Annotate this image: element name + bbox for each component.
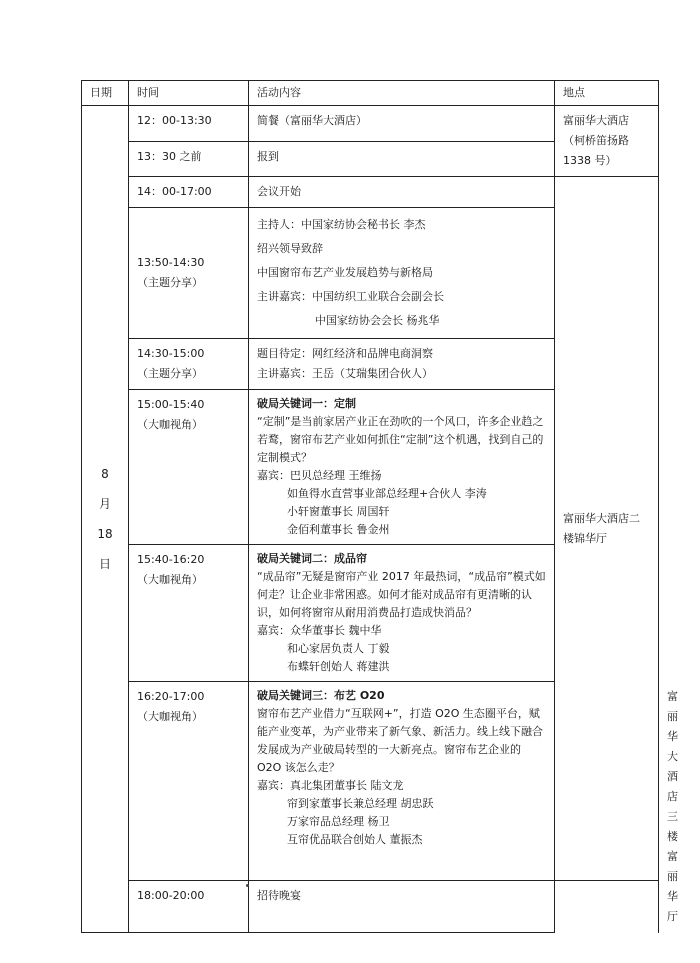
guest-line: 互帘优品联合创始人 董振杰 [287,833,423,846]
date-char: 18 [97,527,113,541]
time-range: 13:50-14:30 [137,256,205,269]
table-row [82,881,659,933]
guest-line: 和心家居负责人 丁毅 [287,642,390,655]
header-row [82,81,659,106]
activity-cell [249,682,555,881]
session-title: 破局关键词三：布艺 O20 [257,689,385,702]
schedule-table [81,80,678,933]
session-title: 破局关键词二：成品帘 [257,552,367,565]
time-cell: 18:00-20:00 [129,881,249,933]
date-char: 8 [101,467,109,481]
date-char: 月 [98,497,111,511]
session-desc: “定制”是当前家居产业正在劲吹的一个风口，许多企业趋之若鹜，窗帘布艺产业如何抓住“定制”这个机遇，找到自己的定制模式？ [257,415,544,464]
time-cell: 13：30 之前 [129,141,249,177]
scan-dot [246,884,249,887]
guest-line: 小轩窗董事长 周国轩 [287,505,390,518]
guest-line: 布蝶轩创始人 蒋建洪 [287,660,390,673]
speaker-line: 主讲嘉宾：王岳（艾瑞集团合伙人） [257,367,433,380]
guest-line: 嘉宾：巴贝总经理 王维扬 [257,469,382,482]
activity-cell: 会议开始 [249,177,555,208]
activity-cell [249,545,555,682]
table-row [82,177,659,208]
time-cell [129,545,249,682]
time-cell [129,390,249,545]
guest-line: 如鱼得水直营事业部总经理+合伙人 李涛 [287,487,487,500]
guest-line: 万家帘品总经理 杨卫 [287,815,390,828]
activity-cell [249,390,555,545]
host-line: 主持人：中国家纺协会秘书长 李杰 [257,218,426,231]
activity-cell: 招待晚宴 [249,881,555,933]
speech-line: 绍兴领导致辞 [257,242,323,255]
session-type: （主题分享） [137,276,203,289]
time-range: 15:40-16:20 [137,553,205,566]
venue-cell: 富丽华大酒店（柯桥笛扬路 1338 号） [555,106,659,177]
topic-line: 中国窗帘布艺产业发展趋势与新格局 [257,266,433,279]
activity-cell [249,208,555,339]
guest-line: 嘉宾：真北集团董事长 陆文龙 [257,779,404,792]
time-range: 15:00-15:40 [137,398,205,411]
guest-line: 嘉宾：众华董事长 魏中华 [257,624,382,637]
speaker-line: 主讲嘉宾：中国纺织工业联合会副会长 [257,290,444,303]
time-cell [129,682,249,881]
activity-cell: 简餐（富丽华大酒店） [249,106,555,142]
session-desc: 窗帘布艺产业借力“互联网+”，打造 O2O 生态圈平台，赋能产业变革，为产业带来了新气象、新活力。线上线下融合发展成为产业破局转型的一大新亮点。窗帘布艺企业的 O2O 该怎么走？ [257,707,543,774]
session-desc: “成品帘”无疑是窗帘产业 2017 年最热词，“成品帘”模式如何走？让企业非常困惑。如何才能对成品帘有更清晰的认识，如何将窗帘从耐用消费品打造成快消品？ [257,570,546,619]
header-venue: 地点 [555,81,659,106]
time-cell: 12：00-13:30 [129,106,249,142]
time-cell: 14：00-17:00 [129,177,249,208]
venue-cell [555,177,659,881]
session-type: （主题分享） [137,367,203,380]
guest-line: 帘到家董事长兼总经理 胡忠跃 [287,797,434,810]
time-cell [129,208,249,339]
table-row [82,106,659,142]
venue-text: 富丽华大酒店二楼锦华厅 [563,511,640,545]
header-time: 时间 [129,81,249,106]
topic-line: 题目待定：网红经济和品牌电商洞察 [257,347,433,360]
time-range: 14:30-15:00 [137,347,205,360]
venue-text: 富丽华大酒店三楼富丽华厅 [667,690,678,923]
speaker-line: 中国家纺协会会长 杨兆华 [315,314,440,327]
session-title: 破局关键词一：定制 [257,397,356,410]
header-date: 日期 [82,81,129,106]
session-type: （大咖视角） [137,573,203,586]
date-char: 日 [98,557,111,571]
guest-line: 金佰利董事长 鲁金州 [287,523,390,536]
header-activity: 活动内容 [249,81,555,106]
time-cell [129,339,249,390]
activity-cell: 报到 [249,141,555,177]
activity-cell [249,339,555,390]
session-type: （大咖视角） [137,710,203,723]
date-cell [82,106,129,933]
session-type: （大咖视角） [137,418,203,431]
time-range: 16:20-17:00 [137,690,205,703]
